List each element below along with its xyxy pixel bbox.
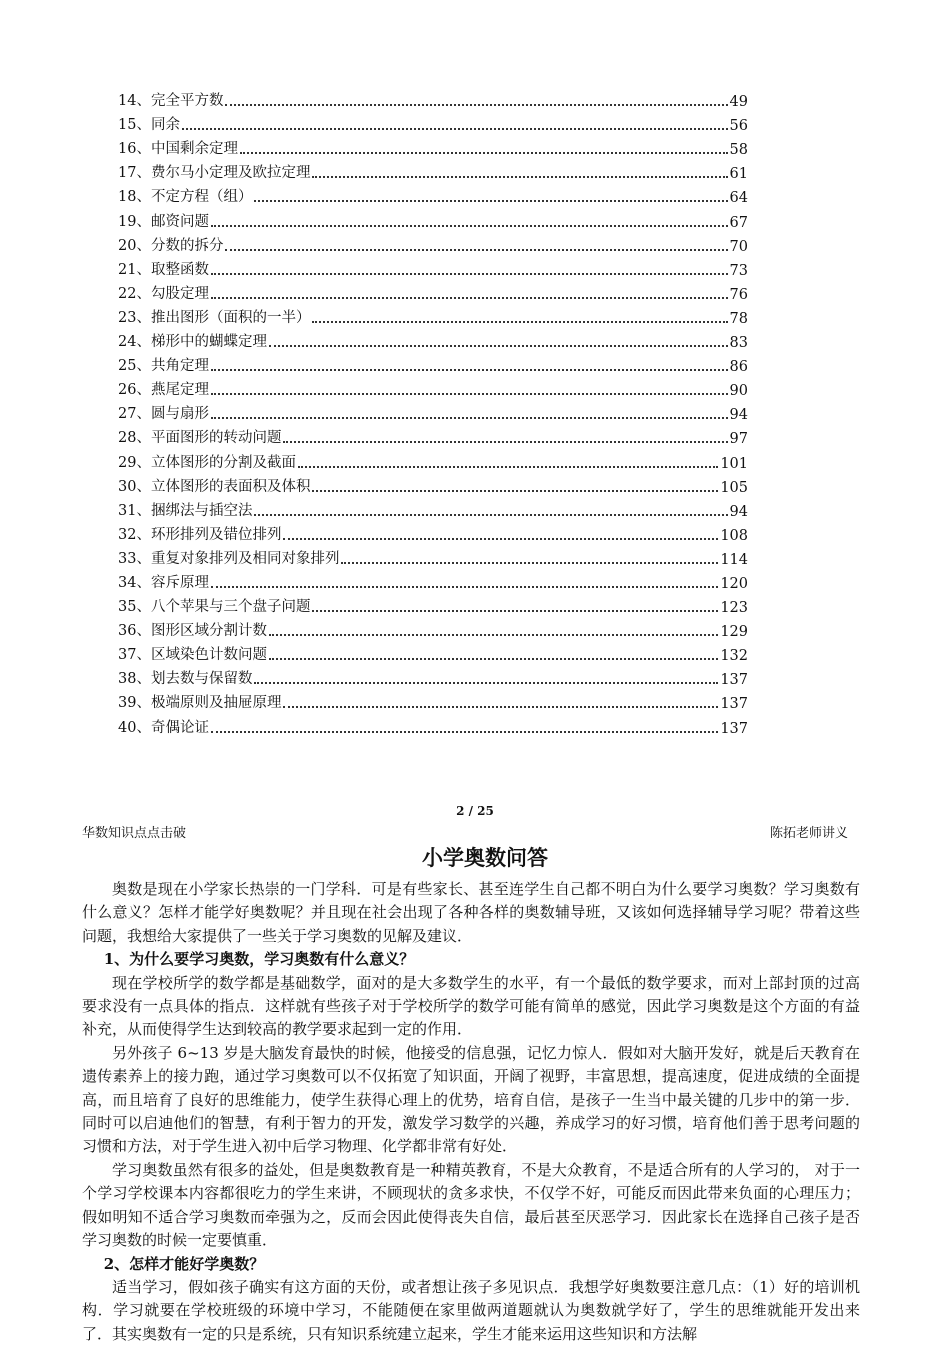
toc-entry-title: 40、奇偶论证	[118, 719, 209, 736]
toc-entry-page: 86	[729, 359, 748, 376]
toc-entry-title: 36、图形区域分割计数	[118, 623, 267, 640]
toc-entry-title: 17、费尔马小定理及欧拉定理	[118, 165, 311, 182]
toc-dot-leader	[211, 296, 728, 299]
toc-entry[interactable]	[118, 712, 748, 736]
toc-dot-leader	[211, 730, 718, 733]
toc-entry-title: 34、容斥原理	[118, 574, 209, 591]
toc-entry[interactable]	[118, 568, 748, 592]
toc-dot-leader	[211, 272, 728, 275]
toc-entry-page: 58	[729, 142, 748, 159]
toc-dot-leader	[225, 248, 727, 251]
toc-entry-page: 137	[720, 720, 748, 737]
toc-entry[interactable]	[118, 544, 748, 568]
toc-entry[interactable]	[118, 158, 748, 182]
toc-entry-title: 19、邮资问题	[118, 213, 209, 230]
toc-dot-leader	[254, 681, 718, 684]
toc-entry-page: 97	[729, 431, 748, 448]
toc-entry[interactable]	[118, 182, 748, 206]
toc-dot-leader	[283, 705, 718, 708]
toc-entry-title: 27、圆与扇形	[118, 406, 209, 423]
toc-entry-page: 94	[729, 503, 748, 520]
header-right: 陈拓老师讲义	[769, 826, 848, 841]
toc-entry[interactable]	[118, 375, 748, 399]
intro-paragraph: 奥数是现在小学家长热崇的一门学科．可是有些家长、甚至连学生自己都不明白为什么要学习奥数？学习奥数有什么意义？怎样才能学好奥数呢？并且现在社会出现了各种各样的奥数辅导班，又该如何选择辅导学习呢？带着这些问题，我想给大家提供了一些关于学习奥数的见解及建议．	[82, 880, 860, 945]
toc-dot-leader	[211, 224, 728, 227]
toc-dot-leader	[211, 416, 728, 419]
toc-entry[interactable]	[118, 664, 748, 688]
page-title: 小学奥数问答	[422, 846, 548, 870]
toc-dot-leader	[298, 465, 718, 468]
toc-entry[interactable]	[118, 86, 748, 110]
toc-entry[interactable]	[118, 423, 748, 447]
toc-dot-leader	[312, 175, 727, 178]
toc-entry[interactable]	[118, 688, 748, 712]
toc-entry-title: 31、捆绑法与插空法	[118, 502, 253, 519]
toc-entry-page: 120	[720, 575, 748, 592]
toc-entry[interactable]	[118, 134, 748, 158]
toc-entry[interactable]	[118, 255, 748, 279]
toc-entry-page: 114	[720, 551, 748, 568]
toc-entry-page: 108	[720, 527, 748, 544]
section-heading-2: 2、怎样才能好学奥数？	[103, 1254, 265, 1273]
toc-entry-page: 123	[720, 600, 748, 617]
toc-entry[interactable]	[118, 351, 748, 375]
toc-dot-leader	[182, 127, 728, 130]
toc-entry[interactable]	[118, 327, 748, 351]
toc-entry-page: 94	[729, 407, 748, 424]
toc-entry-title: 18、不定方程（组）	[118, 189, 253, 206]
toc-dot-leader	[211, 585, 718, 588]
toc-entry-title: 39、极端原则及抽屉原理	[118, 695, 282, 712]
toc-dot-leader	[312, 489, 718, 492]
toc-entry-page: 73	[729, 262, 748, 279]
toc-dot-leader	[312, 609, 718, 612]
toc-entry[interactable]	[118, 447, 748, 471]
toc-entry-page: 78	[729, 310, 748, 327]
toc-dot-leader	[283, 537, 718, 540]
paragraph: 另外孩子 6~13 岁是大脑发育最快的时候，他接受的信息强，记忆力惊人．假如对大脑开发好，就是后天教育在遗传素养上的接力跑，通过学习奥数可以不仅拓宽了知识面，开阔了视野，丰富思想，提高速度，促进成绩的全面提高，而且培育了良好的思维能力，使学生获得心理上的优势，培育自信，是孩子一生当中最关键的几步中的第一步．同时可以启迪他们的智慧，有利于智力的开发，激发学习数学的兴趣，养成学习的好习惯，培育他们善于思考问题的习惯和方法，对于学生进入初中后学习物理、化学都非常有好处．	[82, 1043, 860, 1156]
table-of-contents	[118, 86, 748, 737]
toc-dot-leader	[240, 151, 728, 154]
toc-entry-title: 15、同余	[118, 117, 180, 134]
toc-entry-title: 37、区域染色计数问题	[118, 647, 267, 664]
toc-entry[interactable]	[118, 592, 748, 616]
toc-entry-page: 129	[720, 624, 748, 641]
toc-entry-title: 20、分数的拆分	[118, 237, 224, 254]
toc-dot-leader	[254, 513, 727, 516]
toc-entry-page: 105	[720, 479, 748, 496]
toc-entry-page: 90	[729, 383, 748, 400]
toc-entry-page: 56	[729, 118, 748, 135]
toc-entry-page: 61	[729, 166, 748, 183]
toc-entry-title: 25、共角定理	[118, 358, 209, 375]
toc-entry-title: 32、环形排列及错位排列	[118, 526, 282, 543]
toc-entry-page: 137	[720, 696, 748, 713]
paragraph: 学习奥数虽然有很多的益处，但是奥数教育是一种精英教育，不是大众教育，不是适合所有的人学习的， 对于一个学习学校课本内容都很吃力的学生来讲，不顾现状的贪多求快，不仅学不好，可能反而因此带来负面的心理压力；假如明知不适合学习奥数而牵强为之，反而会因此使得丧失自信，最后甚至厌恶学习．因此家长在选择自己孩子是否学习奥数的时候一定要慎重．	[82, 1160, 860, 1250]
toc-dot-leader	[269, 344, 728, 347]
toc-entry[interactable]	[118, 279, 748, 303]
toc-entry-page: 64	[729, 190, 748, 207]
toc-entry-title: 38、划去数与保留数	[118, 671, 253, 688]
toc-entry[interactable]	[118, 206, 748, 230]
toc-entry-page: 67	[729, 214, 748, 231]
toc-entry-title: 26、燕尾定理	[118, 382, 209, 399]
toc-entry-page: 132	[720, 648, 748, 665]
toc-entry[interactable]	[118, 399, 748, 423]
page-number: 2 / 25	[456, 804, 494, 818]
toc-dot-leader	[283, 440, 727, 443]
toc-entry-title: 16、中国剩余定理	[118, 141, 238, 158]
toc-entry-title: 14、完全平方数	[118, 93, 224, 110]
article-body	[82, 878, 860, 1346]
toc-entry-page: 101	[720, 455, 748, 472]
paragraph: 现在学校所学的数学都是基础数学，面对的是大多数学生的水平，有一个最低的数学要求，而对上部封顶的过高要求没有一点具体的指点．这样就有些孩子对于学校所学的数学可能有简单的感觉，因此学习奥数是这个方面的有益补充，从而使得学生达到较高的教学要求起到一定的作用．	[82, 973, 860, 1039]
paragraph: 适当学习，假如孩子确实有这方面的天份，或者想让孩子多见识点．我想学好奥数要注意几点：（1）好的培训机构．学习就要在学校班级的环境中学习，不能随便在家里做两道题就认为奥数就学好了，学生的思维就能开发出来了．其实奥数有一定的只是系统，只有知识系统建立起来，学生才能来运用这些知识和方法解	[82, 1277, 860, 1343]
toc-entry-title: 35、八个苹果与三个盘子问题	[118, 599, 311, 616]
toc-entry-title: 28、平面图形的转动问题	[118, 430, 282, 447]
toc-entry-title: 30、立体图形的表面积及体积	[118, 478, 311, 495]
toc-entry-title: 22、勾股定理	[118, 285, 209, 302]
toc-entry-page: 83	[729, 335, 748, 352]
toc-entry-page: 76	[729, 286, 748, 303]
toc-dot-leader	[341, 561, 718, 564]
toc-entry[interactable]	[118, 110, 748, 134]
toc-dot-leader	[312, 320, 727, 323]
toc-dot-leader	[269, 633, 718, 636]
toc-entry-title: 29、立体图形的分割及截面	[118, 454, 296, 471]
header-left: 华数知识点点击破	[82, 826, 187, 841]
toc-entry-page: 49	[729, 94, 748, 111]
section-heading-1: 1、为什么要学习奥数，学习奥数有什么意义？	[103, 950, 415, 969]
toc-dot-leader	[225, 103, 727, 106]
toc-entry[interactable]	[118, 303, 748, 327]
toc-entry-title: 33、重复对象排列及相同对象排列	[118, 550, 340, 567]
toc-entry[interactable]	[118, 616, 748, 640]
toc-entry-title: 24、梯形中的蝴蝶定理	[118, 334, 267, 351]
toc-dot-leader	[254, 199, 727, 202]
toc-entry[interactable]	[118, 231, 748, 255]
toc-dot-leader	[211, 368, 728, 371]
toc-entry-page: 70	[729, 238, 748, 255]
toc-dot-leader	[211, 392, 728, 395]
toc-dot-leader	[269, 657, 718, 660]
toc-entry[interactable]	[118, 472, 748, 496]
toc-entry-title: 23、推出图形（面积的一半）	[118, 309, 311, 326]
toc-entry-title: 21、取整函数	[118, 261, 209, 278]
toc-entry-page: 137	[720, 672, 748, 689]
toc-entry[interactable]	[118, 496, 748, 520]
toc-entry[interactable]	[118, 520, 748, 544]
toc-entry[interactable]	[118, 640, 748, 664]
